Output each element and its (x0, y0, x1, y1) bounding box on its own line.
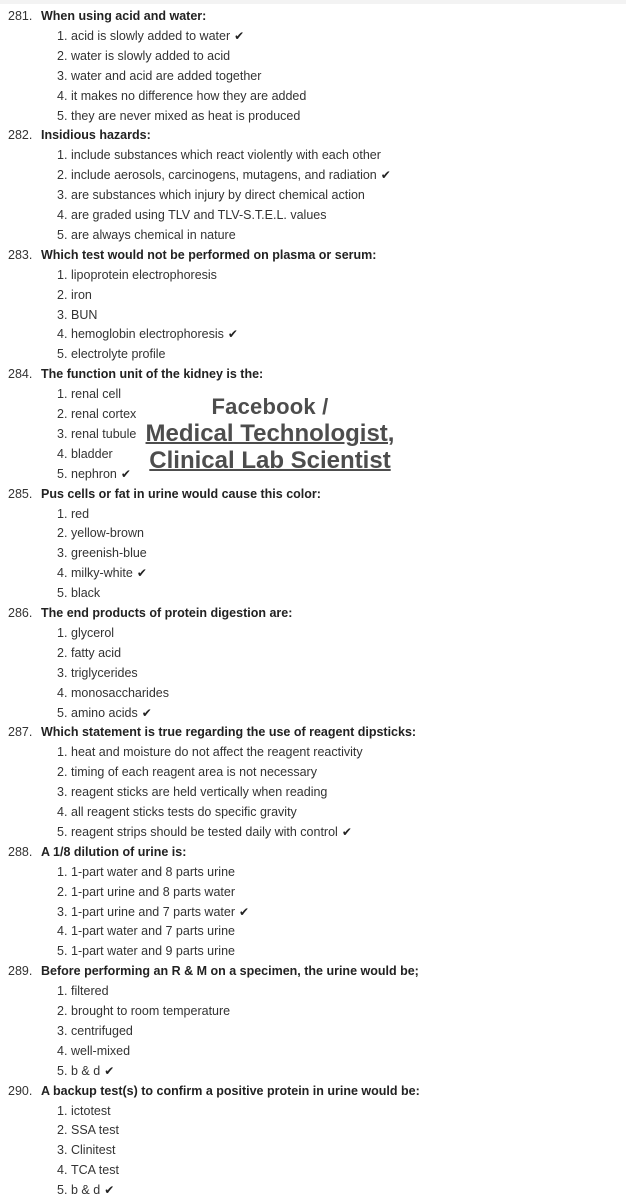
question-number: 286. (8, 606, 33, 620)
option-text (71, 444, 113, 464)
option-text (71, 265, 217, 285)
option-text (71, 1120, 119, 1140)
option-label: timing of each reagent area is not necessary (71, 765, 317, 780)
option-text (71, 424, 136, 444)
option-label: 1-part urine and 8 parts water (71, 884, 235, 899)
option-text (71, 921, 235, 941)
option-label: brought to room temperature (71, 1004, 231, 1018)
option-label: electrolyte profile (71, 347, 166, 362)
option-text (71, 504, 89, 524)
question-text: Which statement is true regarding the use of reagent dipsticks: (41, 725, 417, 740)
option-label: are graded using TLV and TLV-S.T.E.L. values (71, 208, 327, 222)
watermark-line-3: Clinical Lab Scientist (149, 447, 391, 474)
question-number: 285. (8, 486, 33, 501)
option-number: 5. (57, 466, 68, 481)
option-label: SSA test (71, 1123, 119, 1138)
question-number: 283. (8, 247, 33, 262)
option-number: 1. (57, 387, 68, 402)
option-number: 5. (57, 347, 68, 362)
checkmark-icon: ✔ (234, 28, 245, 43)
option-text (71, 563, 147, 583)
option-text (71, 1140, 115, 1160)
option-number: 1. (57, 1103, 68, 1118)
question-text: Before performing an R & M on a specimen, the urine would be; (41, 964, 419, 979)
watermark-line-2: Medical Technologist, (145, 420, 395, 447)
option-number: 2. (57, 884, 68, 899)
option-number: 1. (57, 506, 68, 521)
checkmark-icon: ✔ (227, 327, 238, 342)
option-text (71, 86, 306, 106)
option-number: 3. (57, 307, 68, 322)
option-number: 3. (57, 1143, 68, 1158)
option-number: 1. (57, 745, 68, 760)
option-number: 1. (57, 28, 68, 43)
option-label: are always chemical in nature (71, 227, 236, 242)
option-number: 3. (57, 546, 68, 561)
option-label: renal cortex (71, 407, 137, 421)
option-number: 3. (57, 665, 68, 680)
checkmark-icon: ✔ (136, 566, 147, 581)
option-label: well-mixed (71, 1043, 131, 1058)
option-text (71, 384, 121, 404)
option-number: 3. (57, 1023, 68, 1038)
option-label: greenish-blue (71, 546, 147, 561)
option-number: 2. (57, 526, 68, 541)
option-label: filtered (71, 984, 109, 999)
option-label: nephron (71, 466, 117, 481)
option-text (71, 145, 381, 165)
option-text (71, 344, 166, 364)
checkmark-icon: ✔ (104, 1183, 115, 1198)
option-text (71, 305, 97, 325)
question-text: A backup test(s) to confirm a positive protein in urine would be: (41, 1083, 420, 1098)
option-text (71, 762, 317, 782)
question-text: The end products of protein digestion are: (41, 606, 293, 620)
checkmark-icon: ✔ (341, 824, 352, 839)
option-number: 1. (57, 984, 68, 999)
option-number: 4. (57, 1163, 68, 1178)
option-label: iron (71, 287, 92, 302)
option-text (71, 742, 363, 762)
option-text (71, 1021, 133, 1041)
option-text (71, 464, 131, 484)
watermark-line-1: Facebook / (211, 394, 329, 419)
option-number: 4. (57, 685, 68, 700)
checkmark-icon: ✔ (238, 904, 250, 919)
option-label: ictotest (71, 1103, 111, 1118)
option-label: glycerol (71, 625, 115, 640)
option-text (71, 703, 152, 723)
option-number: 1. (57, 148, 68, 163)
option-label: 1-part water and 7 parts urine (71, 924, 235, 939)
option-label: acid is slowly added to water (71, 28, 231, 43)
option-label: are substances which injury by direct chemical action (71, 188, 365, 203)
option-label: water and acid are added together (71, 68, 262, 83)
option-label: Clinitest (71, 1143, 116, 1158)
option-label: renal tubule (71, 426, 137, 441)
option-label: milky-white (71, 566, 133, 581)
option-number: 3. (57, 785, 68, 800)
option-text (71, 663, 138, 683)
checkmark-icon: ✔ (104, 1063, 115, 1078)
option-number: 5. (57, 1063, 68, 1078)
option-text (71, 1180, 114, 1200)
question-text: Which test would not be performed on plasma or serum: (41, 247, 377, 262)
option-label: 1-part urine and 7 parts water (71, 904, 235, 919)
top-strip (0, 0, 626, 4)
question-text: A 1/8 dilution of urine is: (41, 844, 187, 859)
option-label: 1-part water and 9 parts urine (71, 944, 235, 959)
option-text (71, 623, 114, 643)
option-label: b & d (71, 1063, 101, 1078)
option-label: TCA test (71, 1163, 119, 1178)
option-text (71, 106, 300, 126)
option-number: 5. (57, 227, 68, 242)
option-text (71, 1001, 230, 1021)
option-number: 5. (57, 705, 68, 720)
question-text: Insidious hazards: (41, 128, 151, 143)
option-number: 4. (57, 88, 68, 103)
option-text (71, 543, 147, 563)
option-text (71, 643, 121, 663)
option-text (71, 66, 261, 86)
checkmark-icon: ✔ (141, 705, 152, 720)
option-text (71, 802, 297, 822)
option-label: hemoglobin electrophoresis (71, 327, 224, 342)
option-number: 2. (57, 765, 68, 780)
option-text (71, 822, 352, 842)
option-number: 3. (57, 188, 68, 203)
option-text (71, 583, 100, 603)
option-label: it makes no difference how they are added (71, 88, 307, 103)
option-label: include aerosols, carcinogens, mutagens, and radiation (71, 168, 377, 183)
option-number: 5. (57, 108, 68, 123)
option-number: 1. (57, 267, 68, 282)
option-number: 5. (57, 1183, 68, 1198)
option-text (71, 782, 327, 802)
option-number: 3. (57, 904, 68, 919)
option-number: 5. (57, 824, 68, 839)
option-text (71, 882, 235, 902)
option-number: 2. (57, 407, 68, 421)
option-text (71, 185, 365, 205)
option-label: amino acids (71, 705, 138, 720)
option-label: b & d (71, 1183, 101, 1198)
option-number: 4. (57, 327, 68, 342)
question-number: 288. (8, 844, 33, 859)
question-number: 287. (8, 725, 33, 740)
option-number: 5. (57, 586, 68, 601)
option-label: heat and moisture do not affect the reagent reactivity (71, 745, 363, 760)
option-text (71, 285, 92, 305)
option-text (71, 941, 235, 961)
option-label: reagent sticks are held vertically when reading (71, 785, 328, 800)
option-label: fatty acid (71, 645, 122, 660)
option-number: 2. (57, 48, 68, 63)
option-label: bladder (71, 446, 113, 461)
option-number: 1. (57, 625, 68, 640)
option-text (71, 1041, 130, 1061)
option-label: 1-part water and 8 parts urine (71, 864, 235, 879)
option-number: 1. (57, 864, 68, 879)
option-text (71, 404, 136, 424)
option-label: red (71, 506, 90, 521)
option-text (71, 981, 109, 1001)
option-number: 4. (57, 1043, 68, 1058)
option-number: 4. (57, 924, 68, 939)
option-label: renal cell (71, 387, 122, 402)
option-label: include substances which react violently with each other (71, 148, 381, 163)
question-number: 290. (8, 1083, 33, 1098)
option-label: water is slowly added to acid (71, 48, 231, 63)
option-text (71, 1061, 114, 1081)
option-label: yellow-brown (71, 526, 144, 541)
option-number: 5. (57, 944, 68, 959)
option-text (71, 1160, 119, 1180)
option-text (71, 165, 391, 185)
option-text (71, 324, 238, 344)
option-label: monosaccharides (71, 685, 169, 700)
option-label: centrifuged (71, 1023, 133, 1038)
option-text (71, 902, 249, 922)
option-number: 4. (57, 805, 68, 819)
question-text: The function unit of the kidney is the: (41, 367, 264, 382)
option-text (71, 26, 244, 46)
option-text (71, 225, 236, 245)
option-text (71, 46, 230, 66)
option-text (71, 523, 144, 543)
question-number: 282. (8, 128, 33, 143)
option-number: 3. (57, 68, 68, 83)
option-number: 4. (57, 566, 68, 581)
option-number: 4. (57, 446, 68, 461)
facebook-watermark (140, 394, 400, 474)
option-text (71, 1101, 111, 1121)
question-number: 284. (8, 367, 33, 382)
option-number: 2. (57, 1004, 68, 1018)
option-number: 3. (57, 426, 68, 441)
option-label: reagent strips should be tested daily with control (71, 824, 338, 839)
question-number: 281. (8, 9, 33, 23)
checkmark-icon: ✔ (380, 168, 391, 183)
question-text: Pus cells or fat in urine would cause this color: (41, 486, 321, 501)
option-number: 2. (57, 168, 68, 183)
option-number: 2. (57, 287, 68, 302)
option-number: 2. (57, 1123, 68, 1138)
option-label: lipoprotein electrophoresis (71, 267, 217, 282)
option-text (71, 862, 235, 882)
checkmark-icon: ✔ (120, 466, 131, 481)
option-label: BUN (71, 307, 98, 322)
question-number: 289. (8, 964, 33, 979)
question-text: When using acid and water: (41, 9, 207, 23)
option-label: they are never mixed as heat is produced (71, 108, 301, 123)
option-text (71, 683, 169, 703)
option-text (71, 205, 326, 225)
option-number: 4. (57, 208, 68, 222)
option-label: triglycerides (71, 665, 138, 680)
option-label: all reagent sticks tests do specific gravity (71, 805, 297, 819)
option-label: black (71, 586, 101, 601)
option-number: 2. (57, 645, 68, 660)
